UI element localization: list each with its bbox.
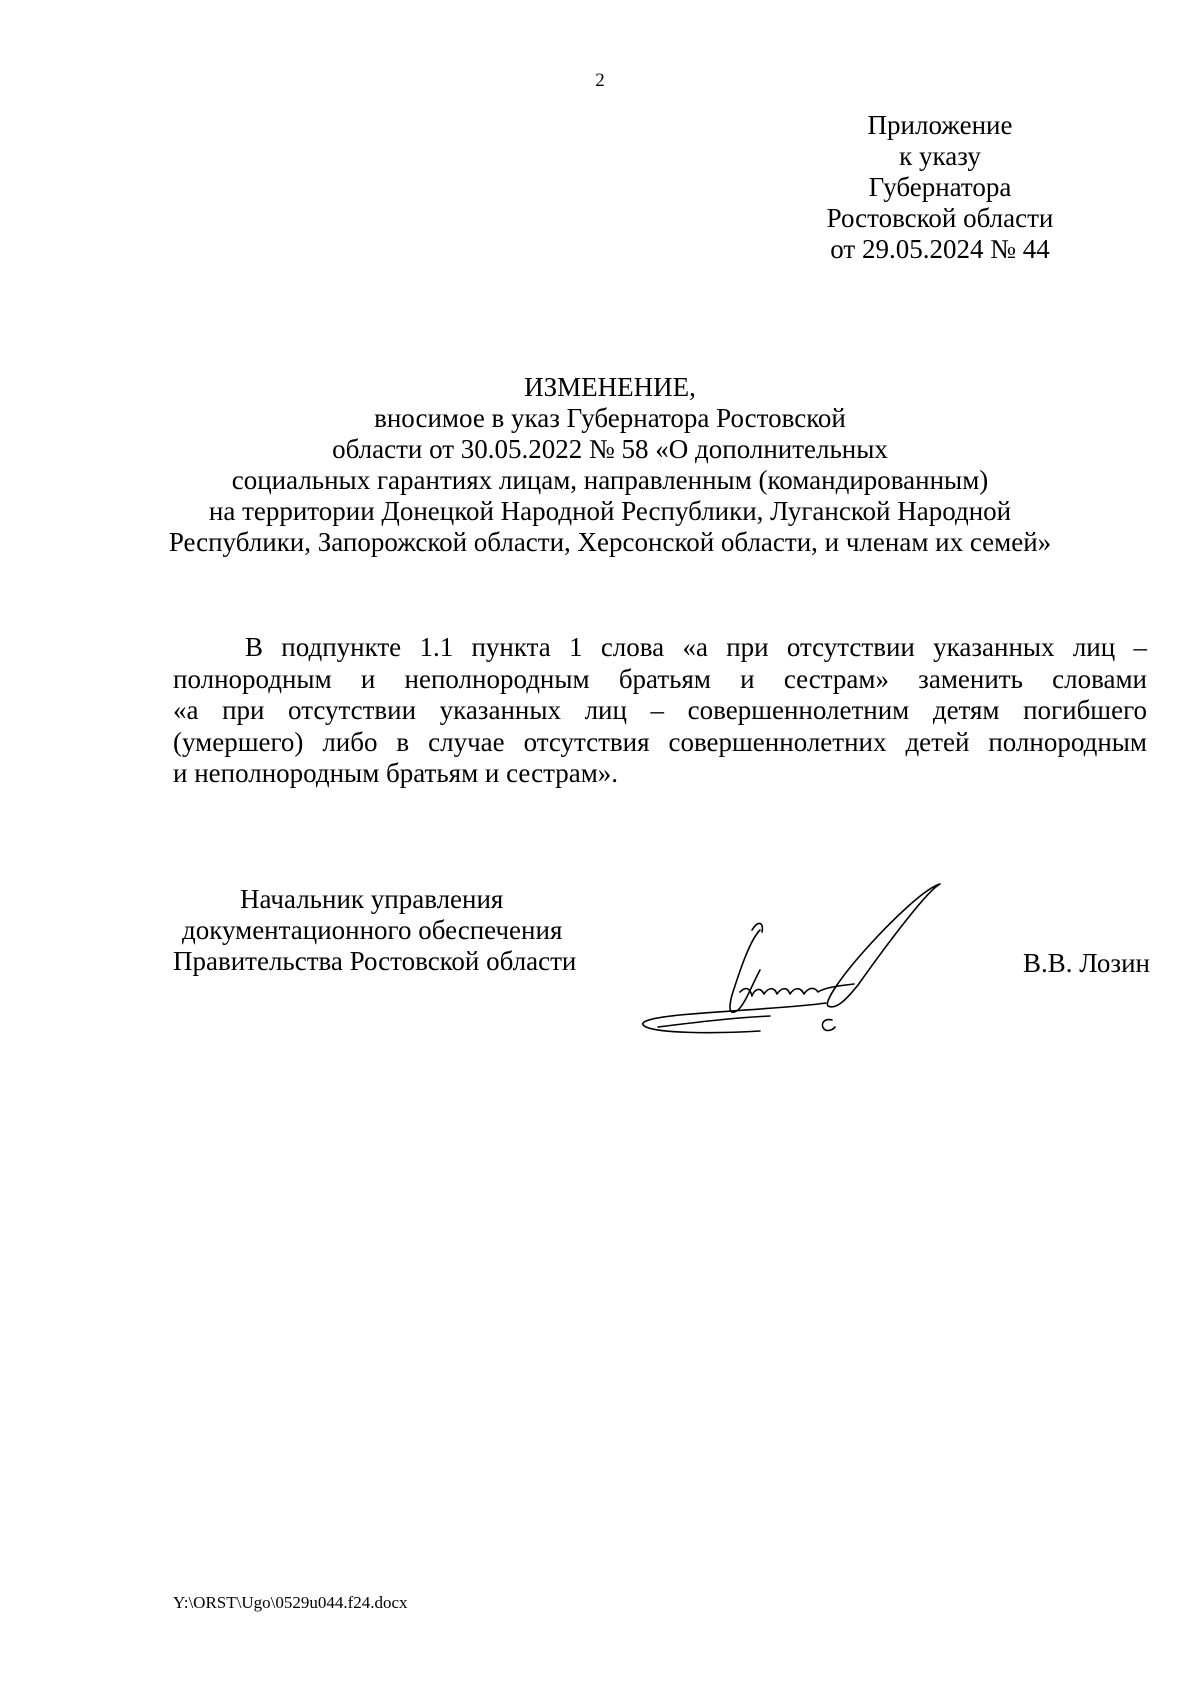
file-path: Y:\ORST\Ugo\0529u044.f24.docx xyxy=(173,1593,408,1612)
appendix-line: к указу xyxy=(899,141,981,171)
appendix-line: от 29.05.2024 № 44 xyxy=(830,234,1050,264)
title-line: области от 30.05.2022 № 58 «О дополнительных xyxy=(332,434,888,464)
appendix-block xyxy=(820,110,1060,265)
body-line: «а при отсутствии указанных лиц – совершеннолетним детям погибшего xyxy=(173,695,1147,725)
appendix-line: Приложение xyxy=(867,110,1013,140)
body-paragraph xyxy=(173,632,1147,790)
title-heading: ИЗМЕНЕНИЕ, xyxy=(524,372,696,402)
signatory-position xyxy=(173,884,613,977)
title-line: социальных гарантиях лицам, направленным (командированным) xyxy=(231,465,989,495)
appendix-line: Ростовской области xyxy=(826,203,1054,233)
page-number: 2 xyxy=(595,70,605,91)
signatory-line: документационного обеспечения xyxy=(182,915,563,945)
signatory-line: Правительства Ростовской области xyxy=(173,946,577,976)
body-line: и неполнородным братьям и сестрам». xyxy=(173,758,619,788)
signer-name: В.В. Лозин xyxy=(1023,948,1150,978)
title-line: вносимое в указ Губернатора Ростовской xyxy=(374,403,846,433)
title-line: на территории Донецкой Народной Республики, Луганской Народной xyxy=(208,496,1012,526)
title-line: Республики, Запорожской области, Херсонской области, и членам их семей» xyxy=(168,527,1052,557)
document-title xyxy=(150,372,1070,558)
body-line: В подпункте 1.1 пункта 1 слова «а при отсутствии указанных лиц – xyxy=(245,632,1147,662)
appendix-line: Губернатора xyxy=(868,172,1012,202)
body-line: (умершего) либо в случае отсутствия совершеннолетних детей полнородным xyxy=(173,726,1147,757)
body-line: полнородным и неполнородным братьям и сестрам» заменить словами xyxy=(173,663,1147,694)
handwritten-signature xyxy=(640,880,990,1040)
signatory-line: Начальник управления xyxy=(240,884,504,914)
